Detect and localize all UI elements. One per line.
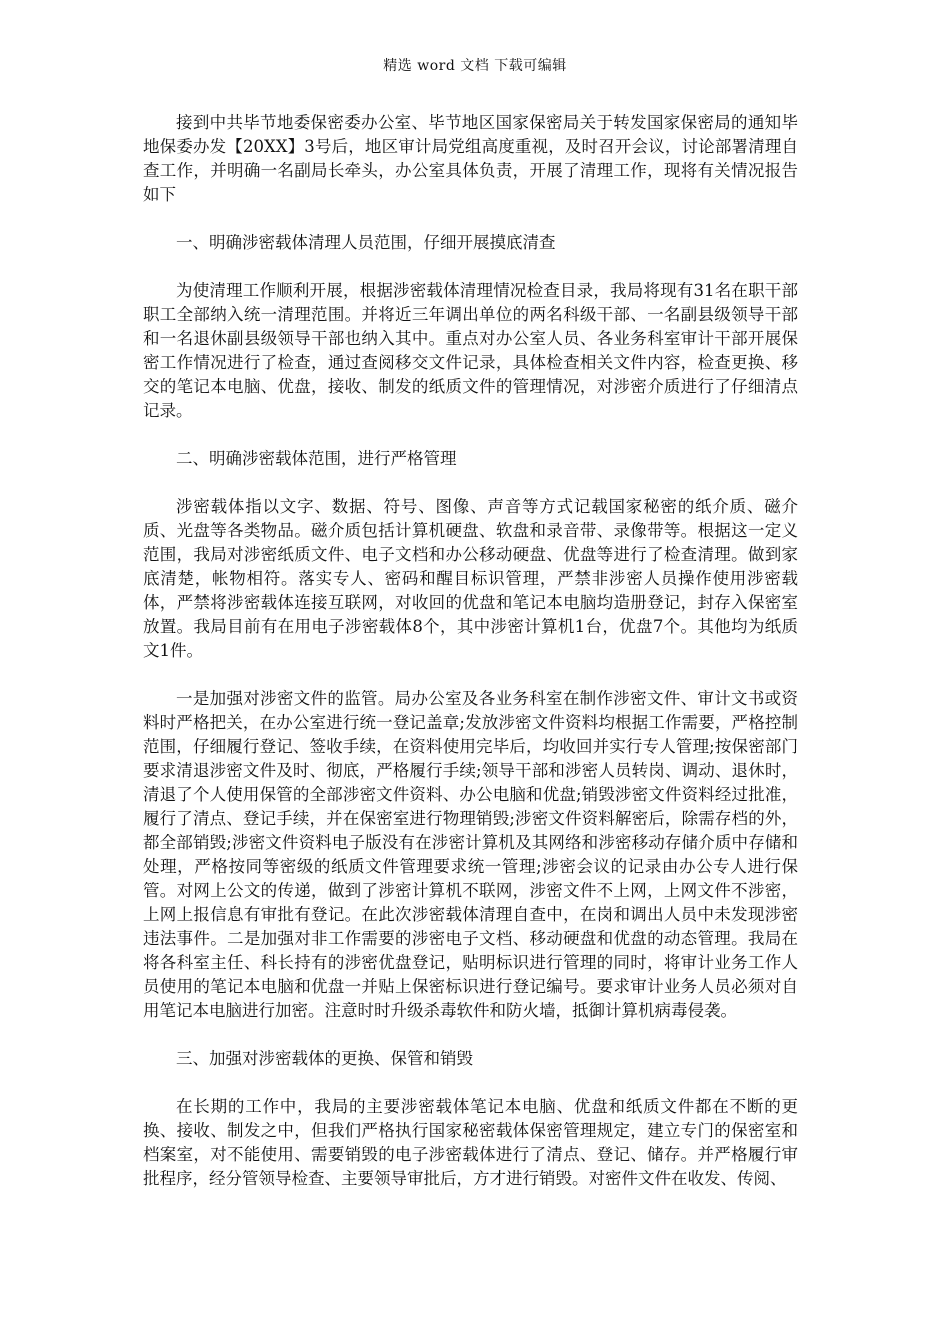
section-heading-2: 二、明确涉密载体范围，进行严格管理 — [176, 449, 457, 468]
paragraph-section-2: 涉密载体指以文字、数据、符号、图像、声音等方式记载国家秘密的纸介质、磁介质、光盘等各类物品。磁介质包括计算机硬盘、软盘和录音带、录像带等。根据这一定义范围，我局对涉密纸质文件、电子文档和办公移动硬盘、优盘等进行了检查清理。做到家底清楚，帐物相符。落实专人、密码和醒目标识管理，严禁非涉密人员操作使用涉密载体，严禁将涉密载体连接互联网，对收回的优盘和笔记本电脑均造册登记，封存入保密室放置。我局目前有在用电子涉密载体8个，其中涉密计算机1台，优盘7个。其他均为纸质文1件。 — [143, 497, 798, 660]
paragraph-section-3: 在长期的工作中，我局的主要涉密载体笔记本电脑、优盘和纸质文件都在不断的更换、接收、制发之中，但我们严格执行国家秘密载体保密管理规定，建立专门的保密室和档案室，对不能使用、需要销毁的电子涉密载体进行了清点、登记、储存。并严格履行审批程序，经分管领导检查、主要领导审批后，方才进行销毁。对密件文件在收发、传阅、 — [143, 1097, 798, 1188]
document-body — [143, 111, 798, 1191]
paragraph-supervision: 一是加强对涉密文件的监管。局办公室及各业务科室在制作涉密文件、审计文书或资料时严格把关，在办公室进行统一登记盖章;发放涉密文件资料均根据工作需要，严格控制范围，仔细履行登记、签收手续，在资料使用完毕后，均收回并实行专人管理;按保密部门要求清退涉密文件及时、彻底，严格履行手续;领导干部和涉密人员转岗、调动、退休时，清退了个人使用保管的全部涉密文件资料、办公电脑和优盘;销毁涉密文件资料经过批准，履行了清点、登记手续，并在保密室进行物理销毁;涉密文件资料解密后，除需存档的外，都全部销毁;涉密文件资料电子版没有在涉密计算机及其网络和涉密移动存储介质中存储和处理，严格按同等密级的纸质文件管理要求统一管理;涉密会议的记录由办公专人进行保管。对网上公文的传递，做到了涉密计算机不联网，涉密文件不上网，上网文件不涉密，上网上报信息有审批有登记。在此次涉密载体清理自查中，在岗和调出人员中未发现涉密违法事件。二是加强对非工作需要的涉密电子文档、移动硬盘和优盘的动态管理。我局在将各科室主任、科长持有的涉密优盘登记，贴明标识进行管理的同时，将审计业务工作人员使用的笔记本电脑和优盘一并贴上保密标识进行登记编号。要求审计业务人员必须对自用笔记本电脑进行加密。注意时时升级杀毒软件和防火墙，抵御计算机病毒侵袭。 — [143, 689, 798, 1020]
section-heading-1: 一、明确涉密载体清理人员范围，仔细开展摸底清查 — [176, 233, 556, 252]
page-header: 精选 word 文档 下载可编辑 — [383, 58, 567, 74]
paragraph-intro: 接到中共毕节地委保密委办公室、毕节地区国家保密局关于转发国家保密局的通知毕地保委办发【20XX】3号后，地区审计局党组高度重视，及时召开会议，讨论部署清理自查工作，并明确一名副局长牵头，办公室具体负责，开展了清理工作，现将有关情况报告如下 — [143, 113, 798, 204]
section-heading-3: 三、加强对涉密载体的更换、保管和销毁 — [176, 1049, 473, 1068]
paragraph-section-1: 为使清理工作顺利开展，根据涉密载体清理情况检查目录，我局将现有31名在职干部职工全部纳入统一清理范围。并将近三年调出单位的两名科级干部、一名副县级领导干部和一名退休副县级领导干部也纳入其中。重点对办公室人员、各业务科室审计干部开展保密工作情况进行了检查，通过查阅移交文件记录，具体检查相关文件内容，检查更换、移交的笔记本电脑、优盘，接收、制发的纸质文件的管理情况，对涉密介质进行了仔细清点记录。 — [143, 281, 798, 420]
